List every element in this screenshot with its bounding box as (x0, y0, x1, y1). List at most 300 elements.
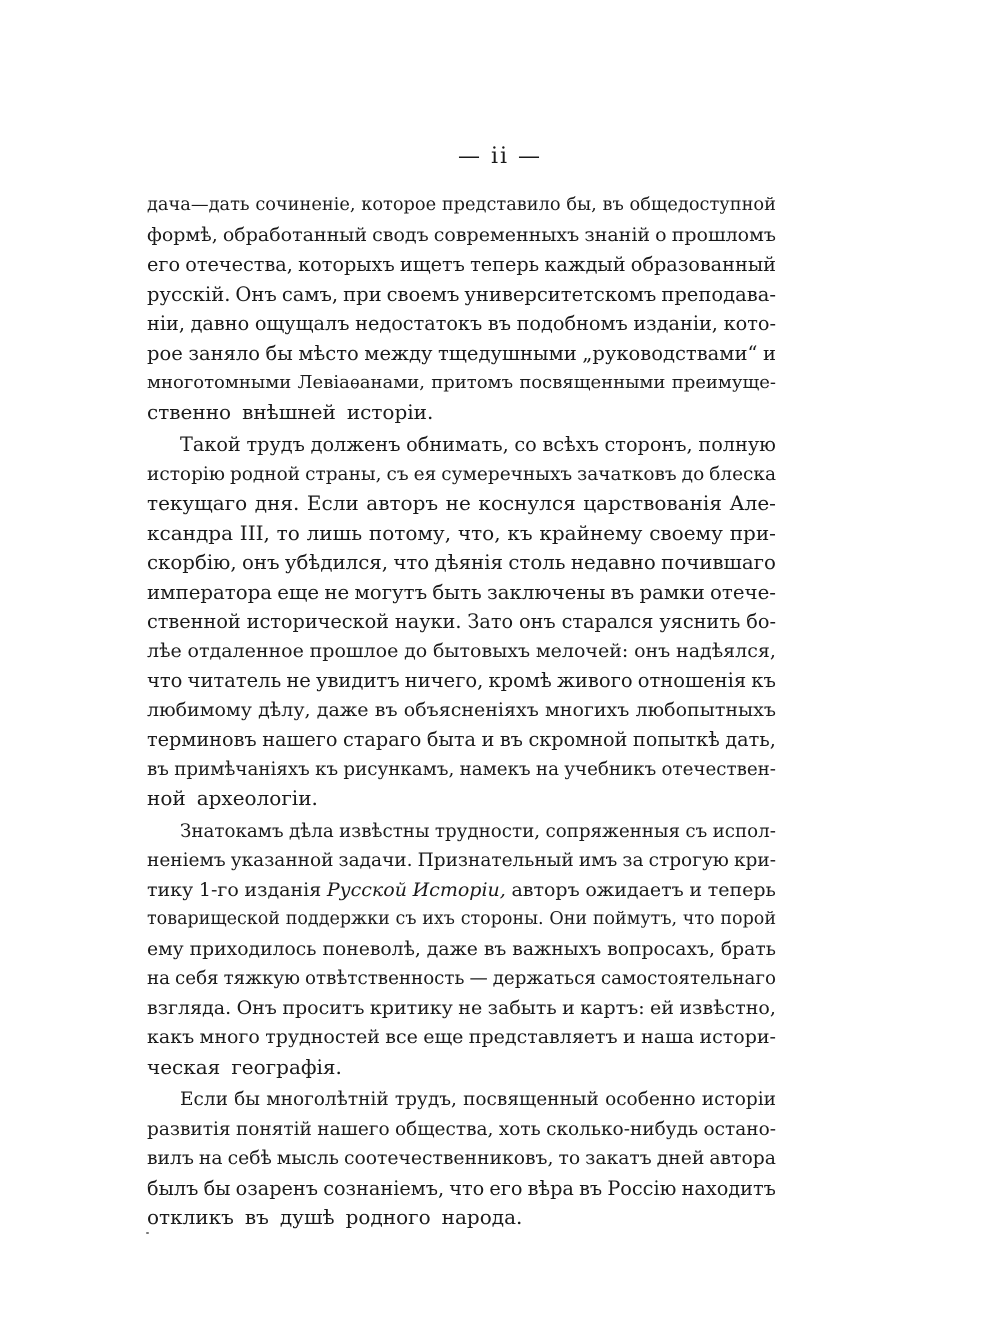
word: ожидаетъ (585, 878, 684, 901)
word: Они (549, 909, 588, 929)
word: Зато (467, 610, 514, 633)
word: ственно (147, 399, 232, 424)
word: лѣе (147, 639, 182, 662)
word: зачатковъ (577, 463, 677, 485)
word: живого (556, 669, 633, 692)
word: русскій. (147, 282, 231, 306)
word: и (481, 728, 495, 751)
word: сочиненіе, (255, 195, 356, 215)
text-line (147, 339, 776, 369)
word: еще (423, 1026, 464, 1048)
word: ощущалъ (254, 312, 350, 335)
word: остано- (703, 1118, 776, 1140)
word: попыткѣ (632, 728, 720, 751)
word: въ (499, 728, 523, 751)
word: вилъ (147, 1148, 194, 1169)
word: неніемъ (147, 850, 226, 871)
word: быть (432, 580, 482, 604)
text-line (147, 519, 776, 549)
word: увидитъ (315, 669, 400, 692)
word: убѣдился, (284, 551, 388, 574)
word: многолѣтній (266, 1089, 389, 1110)
text-line (147, 1053, 776, 1083)
text-line (147, 368, 776, 398)
word: къ (507, 520, 533, 545)
text-line (147, 755, 776, 785)
word: подобномъ (516, 312, 628, 335)
word: сводъ (372, 223, 429, 246)
word: въ (147, 758, 169, 780)
word: дѣла (288, 820, 334, 842)
word: отношенія (637, 669, 747, 692)
word: — (469, 968, 488, 989)
word: трудности, (434, 820, 541, 842)
word: при- (729, 520, 776, 545)
word: теперь (470, 253, 540, 276)
word: сознаніемъ, (323, 1176, 445, 1200)
word: которое (361, 195, 437, 215)
word: недавно (570, 551, 656, 574)
word: на (198, 1148, 223, 1169)
word: родного (345, 1205, 431, 1229)
word: ихъ (422, 909, 455, 929)
word: Признательный (417, 850, 574, 871)
word: ственной (147, 610, 241, 633)
word: бы (265, 341, 293, 365)
word: не (445, 491, 471, 515)
word: сопряженныя (545, 820, 680, 842)
word: исторіи (701, 1089, 776, 1110)
word: ея (413, 463, 437, 485)
word: сторонъ, (604, 433, 693, 456)
word: отдаленное (187, 639, 304, 662)
word: страны, (305, 463, 382, 485)
word: мелочей: (535, 639, 629, 662)
text-line (147, 935, 776, 965)
word: намекъ (459, 758, 531, 780)
word: заняло (188, 341, 260, 365)
text-line (147, 250, 776, 280)
word: Левіаѳанами, (297, 372, 425, 393)
word: старался (561, 610, 654, 633)
word: даже (316, 698, 369, 721)
word: трудностей (265, 1026, 380, 1048)
word: трудъ, (394, 1089, 457, 1110)
word: могутъ (354, 580, 428, 604)
text-line (147, 430, 776, 460)
word: текущаго (147, 491, 248, 515)
word: исторію (147, 463, 225, 485)
word: потому, (368, 520, 452, 545)
word: „руководствами“ (582, 341, 758, 365)
word: отечествен- (661, 758, 776, 780)
text-line (147, 398, 776, 428)
word: столь (508, 551, 566, 574)
word: онъ (634, 639, 671, 662)
word: каждый (544, 253, 626, 276)
page-number: — ii — (457, 144, 543, 169)
word: Онъ (236, 996, 277, 1019)
word: его (147, 253, 181, 276)
text-line (147, 637, 776, 667)
word: императора (147, 580, 273, 604)
word: сколько-нибудь (546, 1118, 699, 1140)
text-line (147, 784, 776, 814)
word: бо- (746, 610, 776, 633)
word: крайнему (539, 520, 643, 545)
word: бы, (566, 195, 597, 215)
word: картъ: (580, 996, 645, 1019)
word: коснулся (478, 491, 576, 515)
text-line (147, 1023, 776, 1053)
word: важныхъ (512, 938, 602, 960)
paragraph (147, 191, 776, 427)
word: бы (234, 1089, 261, 1110)
word: географія. (231, 1054, 342, 1079)
word: душѣ (279, 1205, 335, 1229)
word: до (404, 639, 428, 662)
paragraph (147, 430, 776, 814)
word: критику (369, 996, 453, 1019)
word: поневолѣ, (322, 938, 421, 960)
word: ной (147, 786, 186, 810)
word: онъ (519, 610, 556, 633)
word: имъ (578, 850, 618, 871)
word: извѣстны (339, 820, 430, 842)
word: порой (720, 909, 776, 929)
word: откликъ (147, 1205, 234, 1229)
word: дача—дать (147, 195, 250, 215)
word: приходилось (189, 938, 317, 960)
word: поддержки (285, 909, 390, 929)
word: о (655, 223, 667, 246)
word: внѣшней (242, 399, 336, 424)
word: ищетъ (399, 253, 465, 276)
word: и (562, 996, 575, 1019)
word: то (558, 1148, 581, 1169)
word: и (689, 878, 703, 901)
word: онъ (241, 551, 280, 574)
text-line (147, 876, 776, 906)
word: что (682, 909, 715, 929)
word: преподава- (661, 282, 776, 306)
word: примѣчаніяхъ (174, 758, 310, 780)
word: Онъ (235, 282, 277, 306)
word: науки. (394, 610, 462, 633)
word: самостоятельнаго (600, 968, 776, 989)
word: родной (229, 463, 301, 485)
word: полную (698, 433, 776, 456)
word: кри- (733, 850, 776, 871)
word: его (489, 1176, 523, 1200)
word: соотечественниковъ, (343, 1148, 554, 1169)
word: отечества, (185, 253, 293, 276)
word: не (324, 580, 350, 604)
text-line (147, 905, 776, 935)
word: посвященный (463, 1089, 599, 1110)
text-line (147, 1174, 776, 1204)
text-line (147, 191, 776, 221)
word: дня. (254, 491, 300, 515)
word: ческая (147, 1054, 221, 1079)
word: что (449, 1176, 485, 1200)
word: формѣ, (147, 223, 218, 246)
word: что, (457, 520, 501, 545)
text-line (147, 548, 776, 578)
word: скорбію, (147, 551, 237, 574)
word: авторъ (511, 878, 580, 901)
word: современныхъ (433, 223, 580, 246)
word: въ (244, 1205, 269, 1229)
word: то (276, 520, 300, 545)
word: давно (190, 312, 250, 335)
word: много (199, 1026, 260, 1048)
word: быта (426, 728, 476, 751)
word: объясненіяхъ (403, 698, 539, 721)
word: развитія (147, 1118, 231, 1140)
word: на (535, 758, 559, 780)
word: съ (395, 909, 417, 929)
word: народа. (441, 1205, 523, 1229)
word: представляетъ (468, 1026, 618, 1048)
word: извѣстно, (679, 996, 776, 1019)
word: почившаго (661, 551, 776, 574)
word: любопытныхъ (635, 698, 776, 721)
word: ніи, (147, 312, 185, 335)
word: тику (147, 878, 194, 901)
word: знаній (584, 223, 651, 246)
word: многотомными (147, 372, 292, 393)
word: читатель (187, 669, 282, 692)
text-line (147, 817, 776, 847)
word: озаренъ (235, 1176, 319, 1200)
word: держаться (492, 968, 596, 989)
word: не (286, 669, 311, 692)
word: себя (175, 968, 219, 989)
text-line (147, 460, 776, 490)
word: Русской (326, 878, 407, 901)
word: терминовъ (147, 728, 257, 751)
word: дней (656, 1148, 705, 1169)
word: Исторіи, (412, 878, 506, 901)
word: ничего, (404, 669, 484, 692)
text-line (147, 696, 776, 726)
word: проситъ (282, 996, 365, 1019)
word: автора (709, 1148, 776, 1169)
word: рисункамъ, (343, 758, 455, 780)
word: надѣялся, (676, 639, 776, 662)
word: на (147, 968, 171, 989)
word: вѣра (527, 1176, 574, 1200)
word: дать, (725, 728, 776, 751)
word: Если (180, 1089, 228, 1110)
word: притомъ (431, 372, 514, 393)
word: своемъ (386, 282, 460, 306)
word: мысль (276, 1148, 339, 1169)
word: ей (650, 996, 674, 1019)
text-line (147, 846, 776, 876)
word: уяснить (659, 610, 741, 633)
word: кото- (723, 312, 776, 335)
word: кромѣ (488, 669, 552, 692)
word: задачи. (338, 850, 413, 871)
word: стараго (343, 728, 422, 751)
word: археологіи. (196, 786, 318, 810)
word: истори- (699, 1026, 776, 1048)
word: общества, (395, 1118, 494, 1140)
word: преимуще- (671, 372, 776, 393)
word: между (364, 341, 433, 365)
word: изданія (244, 878, 322, 901)
word: еще (277, 580, 320, 604)
word: что (393, 551, 430, 574)
word: недостатокъ (355, 312, 483, 335)
word: съ (386, 463, 409, 485)
word: обнимать, (406, 433, 509, 456)
word: строгую (648, 850, 729, 871)
text-line (147, 1115, 776, 1145)
word: Если (306, 491, 359, 515)
word: особенно (605, 1089, 696, 1110)
text-line (147, 964, 776, 994)
word: трудъ (246, 433, 305, 456)
word: поймутъ, (592, 909, 678, 929)
word: долженъ (310, 433, 401, 456)
word: и (763, 341, 776, 365)
word: къ (315, 758, 339, 780)
word: исторіи. (346, 399, 434, 424)
word: къ (751, 669, 776, 692)
word: заключены (486, 580, 606, 604)
word: взгляда. (147, 996, 232, 1019)
word: въ (602, 195, 624, 215)
word: при (343, 282, 382, 306)
word: обработанный (222, 223, 368, 246)
word: изданіи, (633, 312, 718, 335)
word: всѣхъ (542, 433, 599, 456)
word: до (681, 463, 705, 485)
text-line (147, 994, 776, 1024)
word: прошлое (309, 639, 399, 662)
word: исторической (246, 610, 389, 633)
word: отече- (710, 580, 776, 604)
text-line (147, 666, 776, 696)
word: 1-го (198, 878, 239, 901)
word: съ (685, 820, 708, 842)
word: образованный (630, 253, 776, 276)
paragraph (147, 1085, 776, 1233)
word: въ (487, 312, 511, 335)
word: общедоступной (629, 195, 776, 215)
word: прошломъ (671, 223, 776, 246)
paragraph (147, 817, 776, 1083)
word: любимому (147, 698, 252, 721)
word: даже (426, 938, 478, 960)
word: и (623, 1026, 636, 1048)
text-line (147, 1203, 776, 1233)
word: учебникъ (564, 758, 657, 780)
word: ему (147, 938, 184, 960)
word: все (385, 1026, 418, 1048)
scan-speck (146, 1232, 149, 1234)
word: дѣянія (434, 551, 504, 574)
word: Такой (180, 433, 241, 456)
word: хоть (498, 1118, 541, 1140)
word: авторъ (366, 491, 439, 515)
word: находитъ (681, 1176, 776, 1200)
word: товарищеской (147, 909, 280, 929)
word: представило (441, 195, 561, 215)
word: понятій (235, 1118, 312, 1140)
word: что (147, 669, 183, 692)
text-line (147, 607, 776, 637)
word: самъ, (281, 282, 339, 306)
word: скромной (528, 728, 628, 751)
word: въ (610, 580, 635, 604)
word: забыть (487, 996, 557, 1019)
word: вопросахъ, (607, 938, 715, 960)
word: наша (641, 1026, 695, 1048)
word: III, (239, 520, 270, 545)
word: своему (649, 520, 723, 545)
word: лишь (306, 520, 363, 545)
word: Знатокамъ (180, 820, 284, 842)
text-line (147, 1144, 776, 1174)
word: указанной (230, 850, 334, 871)
word: рое (147, 341, 183, 365)
text-line (147, 578, 776, 608)
word: былъ (147, 1176, 199, 1200)
word: бытовыхъ (432, 639, 531, 662)
word: Россію (607, 1176, 677, 1200)
word: нашего (262, 728, 338, 751)
word: бы (203, 1176, 231, 1200)
text-line (147, 489, 776, 519)
word: со (514, 433, 537, 456)
word: Але- (729, 491, 776, 515)
word: отвѣтственность (305, 968, 465, 989)
word: рамки (639, 580, 705, 604)
word: тяжкую (223, 968, 301, 989)
word: въ (579, 1176, 603, 1200)
word: какъ (147, 1026, 195, 1048)
word: мѣсто (298, 341, 359, 365)
word: блеска (709, 463, 776, 485)
word: въ (483, 938, 507, 960)
word: стороны. (460, 909, 544, 929)
word: многихъ (545, 698, 630, 721)
word: въ (374, 698, 398, 721)
text-line (147, 1085, 776, 1115)
text-line (147, 725, 776, 755)
word: посвященными (519, 372, 666, 393)
word: теперь (707, 878, 776, 901)
word: себѣ (227, 1148, 272, 1169)
word: дѣлу, (258, 698, 311, 721)
word: нашего (317, 1118, 390, 1140)
body-text (147, 191, 776, 1233)
word: закатъ (585, 1148, 652, 1169)
word: ксандра (147, 520, 233, 545)
word: царствованія (583, 491, 722, 515)
word: тщедушными (437, 341, 577, 365)
word: которыхъ (298, 253, 395, 276)
word: сумеречныхъ (441, 463, 573, 485)
word: брать (720, 938, 776, 960)
text-line (147, 309, 776, 339)
text-line (147, 280, 776, 310)
text-line (147, 221, 776, 251)
